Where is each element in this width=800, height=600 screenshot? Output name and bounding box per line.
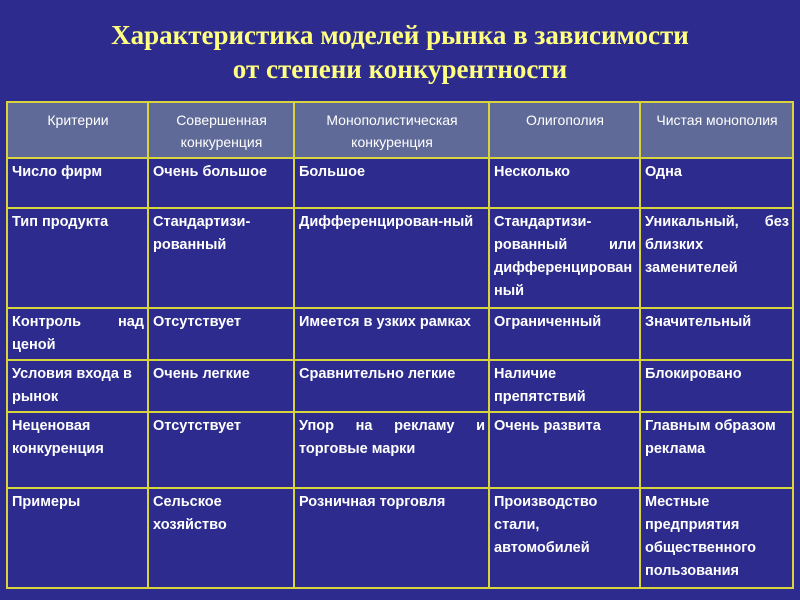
table-cell: Стандартизи-рованный	[148, 208, 294, 308]
table-cell: Уникальный, без близких заменителей	[640, 208, 793, 308]
table-cell: Блокировано	[640, 360, 793, 412]
table-cell: Очень большое	[148, 158, 294, 208]
table-cell: Очень развита	[489, 412, 640, 488]
table-cell: Розничная торговля	[294, 488, 489, 588]
table-cell: Стандартизи-рованный или дифференцированный	[489, 208, 640, 308]
table-cell: Упор на рекламу и торговые марки	[294, 412, 489, 488]
header-oligopoly: Олигополия	[489, 102, 640, 158]
table-header-row	[7, 102, 793, 158]
header-perfect-competition: Совершенная конкуренция	[148, 102, 294, 158]
table-row	[7, 208, 793, 308]
table-cell: Примеры	[7, 488, 148, 588]
table-cell: Местные предприятия общественного пользования	[640, 488, 793, 588]
table-cell: Неценовая конкуренция	[7, 412, 148, 488]
table-cell: Ограниченный	[489, 308, 640, 360]
table-cell: Отсутствует	[148, 308, 294, 360]
table-row	[7, 158, 793, 208]
market-models-table	[6, 101, 794, 589]
table-cell: Дифференцирован-ный	[294, 208, 489, 308]
table-cell: Несколько	[489, 158, 640, 208]
table-cell: Очень легкие	[148, 360, 294, 412]
header-criteria: Критерии	[7, 102, 148, 158]
header-monopolistic-competition: Монополистическая конкуренция	[294, 102, 489, 158]
title-line-1: Характеристика моделей рынка в зависимости	[111, 20, 689, 50]
table-cell: Производство стали, автомобилей	[489, 488, 640, 588]
table-row	[7, 360, 793, 412]
page-title	[0, 18, 800, 86]
table-cell: Сельское хозяйство	[148, 488, 294, 588]
table-cell: Одна	[640, 158, 793, 208]
table-cell: Большое	[294, 158, 489, 208]
table-cell: Главным образом реклама	[640, 412, 793, 488]
table-cell: Число фирм	[7, 158, 148, 208]
table-row	[7, 308, 793, 360]
table-cell: Наличие препятствий	[489, 360, 640, 412]
table-cell: Тип продукта	[7, 208, 148, 308]
table-cell: Значительный	[640, 308, 793, 360]
table-cell: Отсутствует	[148, 412, 294, 488]
table-row	[7, 412, 793, 488]
table-cell: Контроль над ценой	[7, 308, 148, 360]
table-cell: Сравнительно легкие	[294, 360, 489, 412]
table-cell: Имеется в узких рамках	[294, 308, 489, 360]
title-line-2: от степени конкурентности	[232, 54, 568, 84]
table-cell: Условия входа в рынок	[7, 360, 148, 412]
header-pure-monopoly: Чистая монополия	[640, 102, 793, 158]
table-row	[7, 488, 793, 588]
